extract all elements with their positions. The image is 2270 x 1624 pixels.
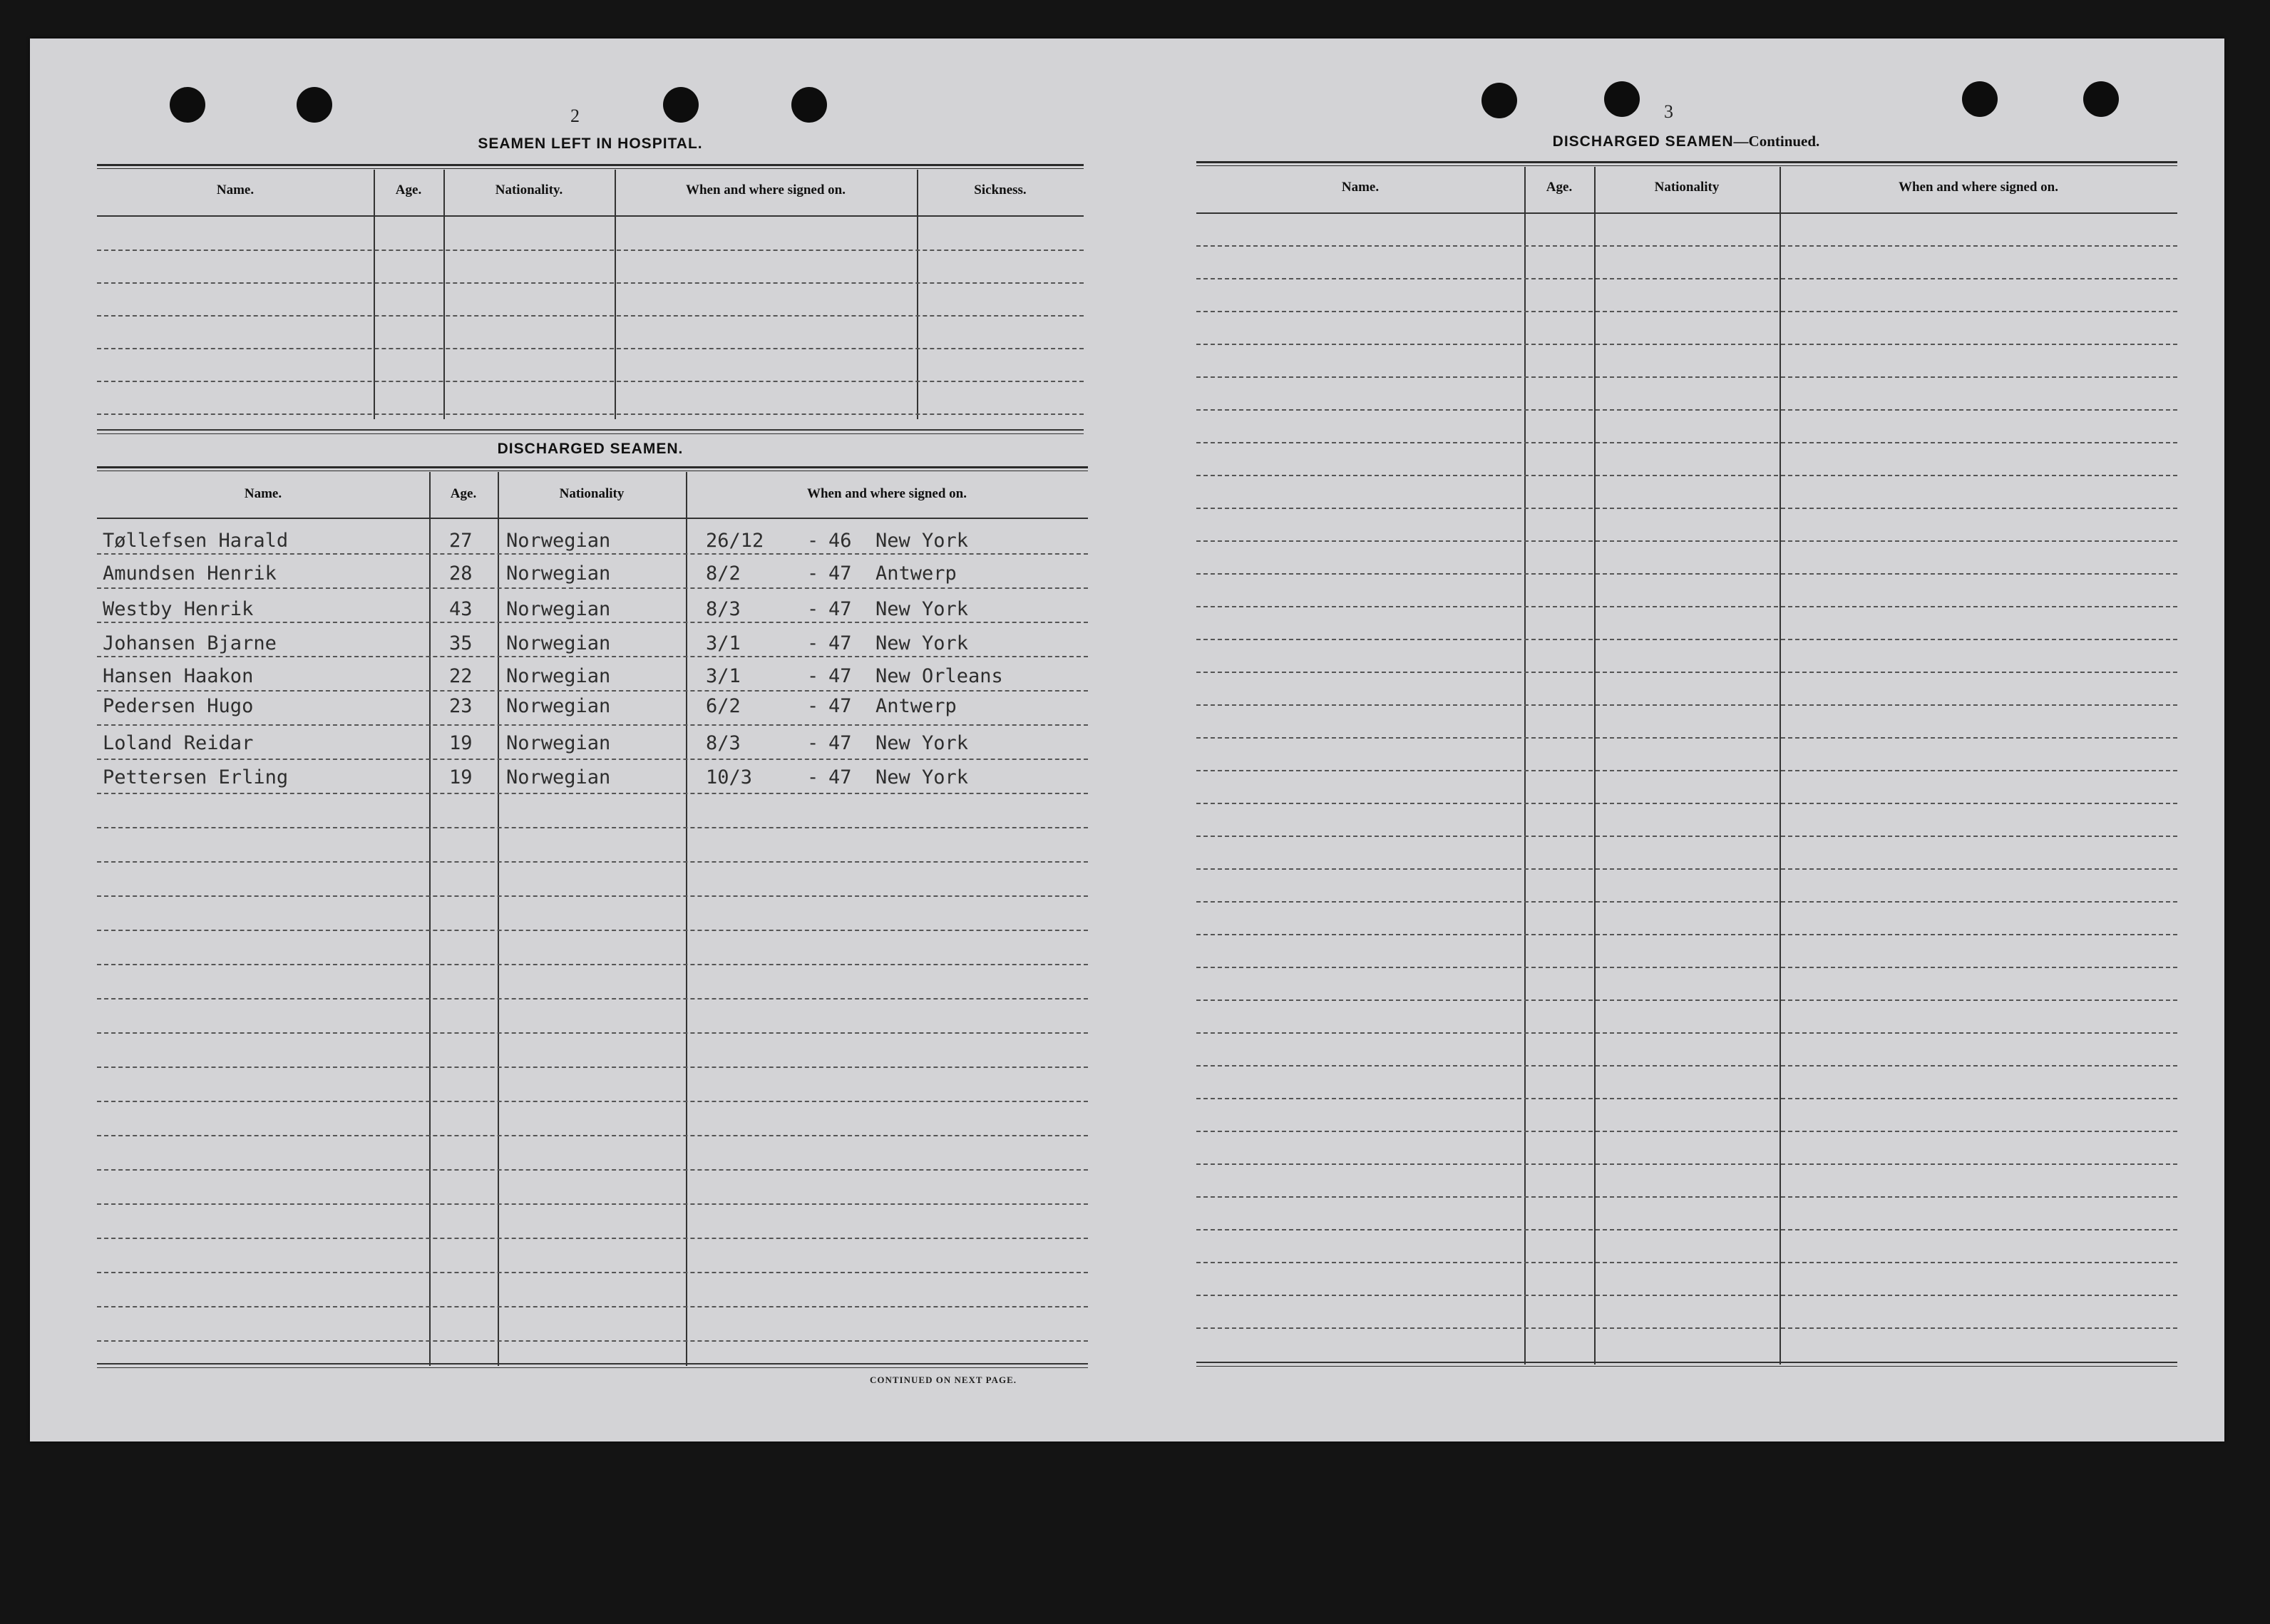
signed-on-place: New York: [875, 732, 969, 754]
seaman-name: Westby Henrik: [103, 598, 254, 620]
signed-on-date: 6/2: [706, 695, 741, 717]
signed-on-place: Antwerp: [875, 695, 957, 717]
signed-on-year: 46: [828, 530, 852, 552]
seaman-age: 19: [449, 732, 473, 754]
seaman-nationality: Norwegian: [506, 732, 611, 754]
seaman-name: Amundsen Henrik: [103, 562, 277, 585]
signed-on-year: 47: [828, 562, 852, 585]
seaman-name: Tøllefsen Harald: [103, 530, 289, 552]
table-row: [97, 626, 1088, 656]
signed-on-year: 47: [828, 665, 852, 687]
hospital-col-age: Age.: [395, 183, 422, 197]
signed-on-dash: -: [807, 632, 819, 654]
table-row: [97, 659, 1088, 689]
punch-hole: [663, 87, 699, 123]
signed-on-dash: -: [807, 598, 819, 620]
punch-hole: [1604, 81, 1640, 117]
table-row: [97, 726, 1088, 756]
seaman-nationality: Norwegian: [506, 530, 611, 552]
seaman-name: Johansen Bjarne: [103, 632, 277, 654]
seaman-name: Loland Reidar: [103, 732, 254, 754]
page-number-right: 3: [1664, 101, 1673, 122]
discharged-continued-table: [1196, 161, 2177, 1379]
seaman-nationality: Norwegian: [506, 766, 611, 788]
signed-on-year: 47: [828, 695, 852, 717]
signed-on-year: 47: [828, 632, 852, 654]
seaman-age: 23: [449, 695, 473, 717]
hospital-col-sickness: Sickness.: [974, 183, 1027, 197]
seaman-age: 27: [449, 530, 473, 552]
discharged-col-age: Age.: [450, 486, 477, 501]
signed-on-dash: -: [807, 665, 819, 687]
signed-on-place: New York: [875, 632, 969, 654]
table-row: [97, 556, 1088, 586]
signed-on-dash: -: [807, 766, 819, 788]
seaman-age: 19: [449, 766, 473, 788]
seaman-age: 35: [449, 632, 473, 654]
seaman-nationality: Norwegian: [506, 665, 611, 687]
signed-on-dash: -: [807, 562, 819, 585]
seaman-nationality: Norwegian: [506, 632, 611, 654]
signed-on-place: New Orleans: [875, 665, 1003, 687]
discharged-col-signed-on: When and where signed on.: [806, 486, 967, 501]
signed-on-place: New York: [875, 530, 969, 552]
signed-on-date: 3/1: [706, 632, 741, 654]
punch-hole: [1481, 83, 1517, 118]
table-row: [97, 592, 1088, 622]
continued-col-nationality: Nationality: [1654, 180, 1720, 195]
signed-on-year: 47: [828, 598, 852, 620]
signed-on-year: 47: [828, 766, 852, 788]
signed-on-place: Antwerp: [875, 562, 957, 585]
seaman-age: 43: [449, 598, 473, 620]
discharged-continued-title-suffix: —Continued.: [1733, 133, 1820, 150]
signed-on-year: 47: [828, 732, 852, 754]
table-row: [97, 760, 1088, 790]
seaman-age: 28: [449, 562, 473, 585]
document-sheet: [30, 38, 2224, 1441]
page-number-left: 2: [570, 106, 580, 126]
table-row: [97, 689, 1088, 719]
discharged-continued-title-main: DISCHARGED SEAMEN: [1552, 133, 1734, 150]
seaman-name: Pedersen Hugo: [103, 695, 254, 717]
signed-on-dash: -: [807, 530, 819, 552]
signed-on-place: New York: [875, 598, 969, 620]
punch-hole: [170, 87, 205, 123]
signed-on-date: 8/3: [706, 598, 741, 620]
discharged-continued-title: [1195, 133, 2177, 150]
hospital-col-name: Name.: [216, 183, 255, 197]
punch-hole: [2083, 81, 2119, 117]
punch-hole: [791, 87, 827, 123]
discharged-col-name: Name.: [244, 486, 282, 501]
signed-on-dash: -: [807, 732, 819, 754]
signed-on-date: 3/1: [706, 665, 741, 687]
signed-on-dash: -: [807, 695, 819, 717]
punch-hole: [297, 87, 332, 123]
signed-on-place: New York: [875, 766, 969, 788]
seaman-name: Hansen Haakon: [103, 665, 254, 687]
seaman-nationality: Norwegian: [506, 695, 611, 717]
seaman-nationality: Norwegian: [506, 598, 611, 620]
hospital-table: [97, 164, 1084, 473]
table-row: [97, 523, 1088, 553]
seaman-nationality: Norwegian: [506, 562, 611, 585]
seaman-name: Pettersen Erling: [103, 766, 289, 788]
signed-on-date: 26/12: [706, 530, 764, 552]
hospital-col-signed-on: When and where signed on.: [685, 183, 846, 197]
signed-on-date: 10/3: [706, 766, 753, 788]
discharged-col-nationality: Nationality: [559, 486, 625, 501]
seaman-age: 22: [449, 665, 473, 687]
discharged-table: [97, 466, 1088, 1379]
signed-on-date: 8/3: [706, 732, 741, 754]
continued-col-name: Name.: [1341, 180, 1380, 195]
punch-hole: [1962, 81, 1998, 117]
continued-on-next-page: CONTINUED ON NEXT PAGE.: [870, 1374, 1017, 1385]
continued-col-age: Age.: [1546, 180, 1573, 195]
continued-col-signed-on: When and where signed on.: [1898, 180, 2058, 195]
signed-on-date: 8/2: [706, 562, 741, 585]
hospital-section-title: SEAMEN LEFT IN HOSPITAL.: [478, 135, 703, 152]
hospital-col-nationality: Nationality.: [495, 183, 563, 197]
discharged-section-title: DISCHARGED SEAMEN.: [497, 441, 684, 457]
